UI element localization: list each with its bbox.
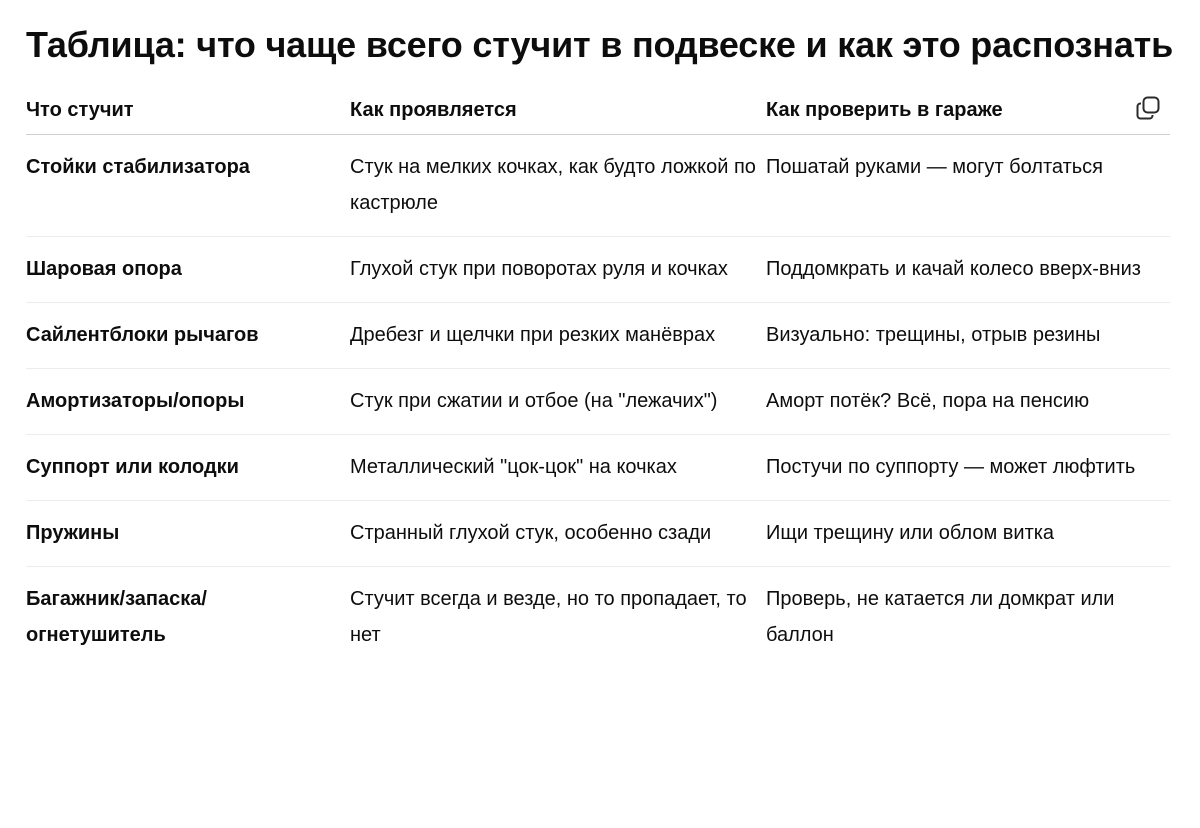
cell-symptom: Странный глухой стук, особенно сзади [350,501,766,567]
cell-check: Постучи по суппорту — может люфтить [766,435,1170,501]
page-title: Таблица: что чаще всего стучит в подвеске и как это распознать [26,24,1174,65]
column-header-check: Как проверить в гараже [766,86,1170,135]
cell-part: Суппорт или колодки [26,435,350,501]
cell-part: Багажник/запаска/огнетушитель [26,588,207,646]
cell-check: Поддомкрать и качай колесо вверх-вниз [766,237,1170,303]
cell-symptom: Дребезг и щелчки при резких манёврах [350,303,766,369]
table-container [26,86,1170,668]
cell-symptom: Глухой стук при поворотах руля и кочках [350,237,766,303]
table-row [26,369,1170,435]
table-row [26,435,1170,501]
cell-part: Стойки стабилизатора [26,135,350,237]
cell-symptom: Металлический "цок-цок" на кочках [350,435,766,501]
cell-symptom: Стучит всегда и везде, но то пропадает, то нет [350,588,747,646]
table-row [26,567,1170,669]
cell-check: Аморт потёк? Всё, пора на пенсию [766,369,1170,435]
copy-icon [1135,95,1161,121]
column-header-symptom: Как проявляется [350,86,766,135]
table-row [26,303,1170,369]
cell-check: Пошатай руками — могут болтаться [766,135,1170,237]
table-header-row [26,86,1170,135]
table-row [26,237,1170,303]
cell-part: Сайлентблоки рычагов [26,303,350,369]
cell-part: Амортизаторы/опоры [26,369,350,435]
cell-check: Проверь, не катается ли домкрат или баллон [766,588,1115,646]
cell-symptom: Стук на мелких кочках, как будто ложкой по кастрюле [350,135,766,237]
table-row [26,501,1170,567]
cell-part: Пружины [26,501,350,567]
cell-check: Визуально: трещины, отрыв резины [766,303,1170,369]
table-row [26,135,1170,237]
cell-check: Ищи трещину или облом витка [766,501,1170,567]
copy-button[interactable] [1134,94,1162,122]
suspension-table [26,86,1170,668]
cell-part: Шаровая опора [26,237,350,303]
column-header-part: Что стучит [26,86,350,135]
cell-symptom: Стук при сжатии и отбое (на "лежачих") [350,369,766,435]
